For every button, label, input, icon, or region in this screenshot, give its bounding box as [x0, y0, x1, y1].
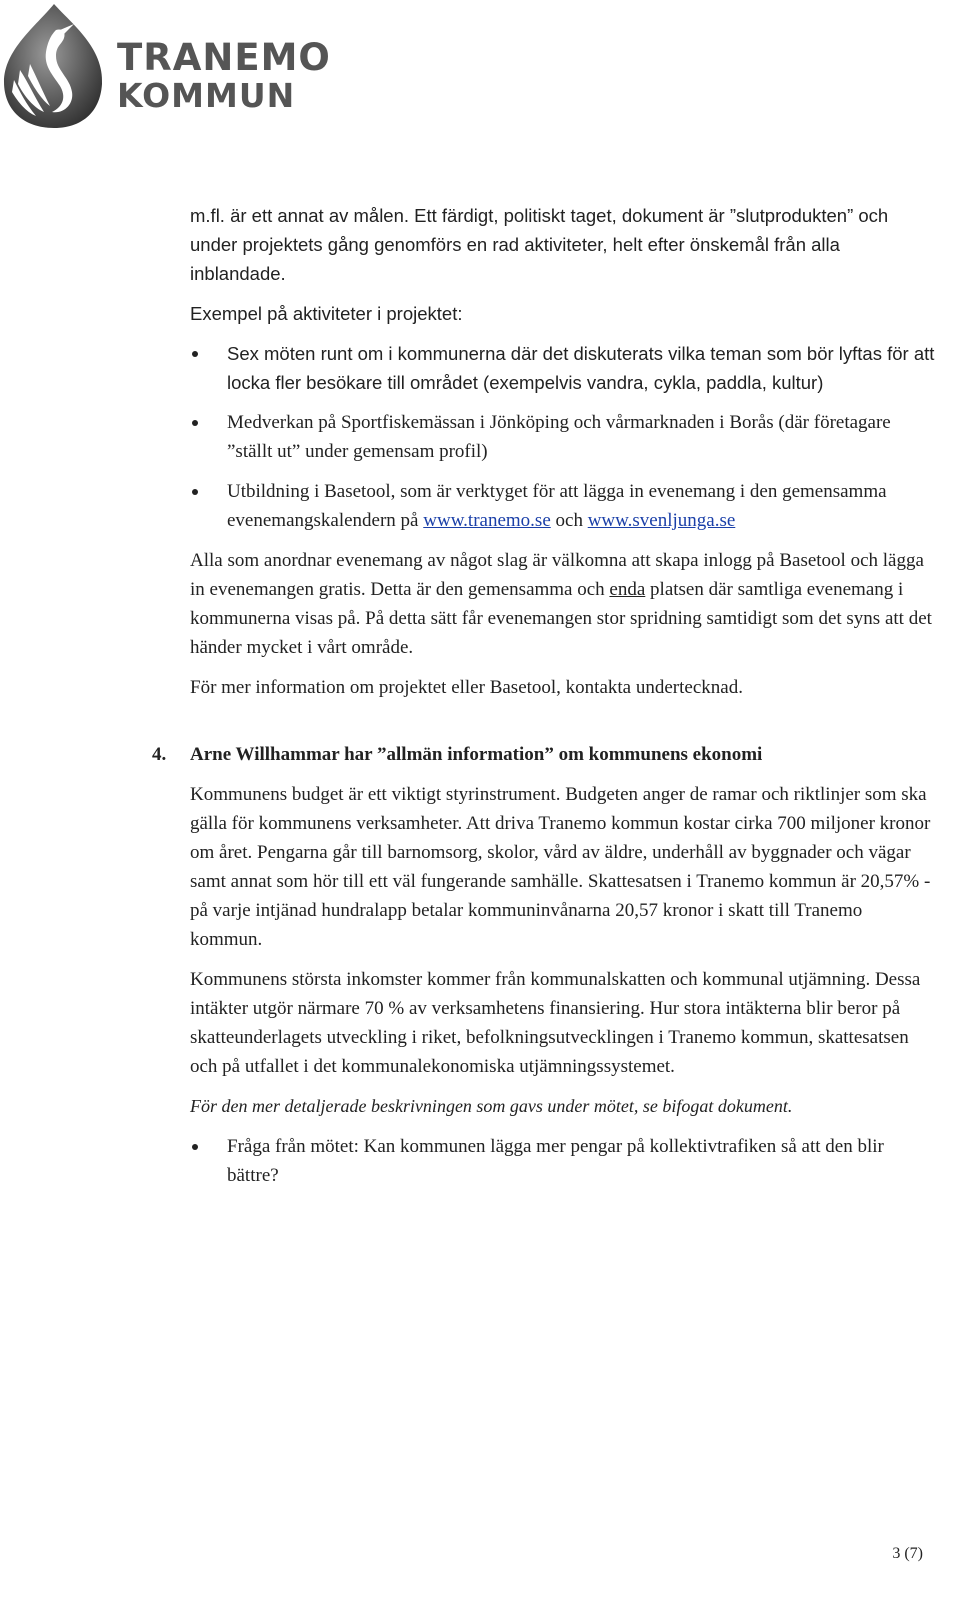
question-list [190, 1132, 935, 1190]
bullet-icon [192, 1144, 198, 1150]
page-number: 3 (7) [892, 1545, 923, 1562]
and-text: och [550, 510, 588, 531]
tranemo-link[interactable]: www.tranemo.se [423, 510, 551, 531]
intro-paragraph: m.fl. är ett annat av målen. Ett färdigt, politiskt taget, dokument är ”slutprodukten” och under projektets gång genomförs en rad aktiviteter, helt efter önskemål från alla inblandade. [190, 205, 889, 284]
section-title: Arne Willhammar har ”allmän information” om kommunens ekonomi [190, 744, 763, 765]
bullet-icon [192, 420, 198, 426]
italic-note: För den mer detaljerade beskrivningen som gavs under mötet, se bifogat dokument. [190, 1096, 793, 1116]
document-body [152, 201, 935, 1201]
basetool-text-2: platsen där samtliga evenemang i kommunerna visas på. På detta sätt får evenemangen stor spridning samtidigt som det syns att det händer mycket i vårt område. [190, 579, 932, 658]
basetool-text-1: Alla som anordnar evenemang av något slag är välkomna att skapa inlogg på Basetool och lägga in evenemangen gratis. Detta är den gemensamma och [190, 550, 924, 600]
bullet-icon [192, 351, 198, 357]
section-4-heading [152, 740, 935, 769]
bullet-icon [192, 489, 198, 495]
list-item [190, 477, 935, 535]
activity-text: Sex möten runt om i kommunerna där det diskuterats vilka teman som bör lyftas för att locka fler besökare till området (exempelvis vandra, cykla, paddla, kultur) [227, 343, 935, 393]
svenljunga-link[interactable]: www.svenljunga.se [587, 510, 736, 531]
underlined-word: enda [609, 579, 646, 600]
basetool-paragraph [190, 546, 935, 662]
examples-heading: Exempel på aktiviteter i projektet: [190, 303, 463, 324]
activities-list [190, 339, 935, 535]
section-number: 4. [152, 744, 167, 765]
list-item [190, 339, 935, 397]
tranemo-kommun-logo [0, 0, 331, 135]
logo-text-tranemo: TRANEMO [117, 36, 331, 79]
budget-paragraph: Kommunens budget är ett viktigt styrinstrument. Budgeten anger de ramar och riktlinjer som ska gälla för kommunens verksamheter. Att driva Tranemo kommun kostar cirka 700 miljoner kronor om året. Pengarna går till barnomsorg, skolor, vård av äldre, underhåll av byggnader och vägar samt annat som hör till ett väl fungerande samhälle. Skattesatsen i Tranemo kommun är 20,57% - på varje intjänad hundralapp betalar kommuninvånarna 20,57 kronor i skatt till Tranemo kommun. [190, 784, 931, 950]
list-item [190, 408, 935, 466]
activity-text: Utbildning i Basetool, som är verktyget för att lägga in evenemang i den gemensamma evenemangskalendern på [227, 481, 887, 531]
crane-emblem-icon [0, 0, 112, 132]
question-text: Fråga från mötet: Kan kommunen lägga mer pengar på kollektivtrafiken så att den blir bättre? [227, 1136, 884, 1186]
activity-text: Medverkan på Sportfiskemässan i Jönköping och vårmarknaden i Borås (där företagare ”ställt ut” under gemensam profil) [227, 412, 891, 462]
contact-paragraph: För mer information om projektet eller Basetool, kontakta undertecknad. [190, 677, 743, 698]
logo-text-kommun: KOMMUN [117, 76, 296, 115]
income-paragraph: Kommunens största inkomster kommer från kommunalskatten och kommunal utjämning. Dessa intäkter utgör närmare 70 % av verksamhetens finansiering. Hur stora intäkterna blir beror på skatteunderlagets utveckling i riket, befolkningsutvecklingen i Tranemo kommun, skattesatsen och på utfallet i det kommunalekonomiska utjämningssystemet. [190, 969, 921, 1077]
list-item [190, 1132, 935, 1190]
